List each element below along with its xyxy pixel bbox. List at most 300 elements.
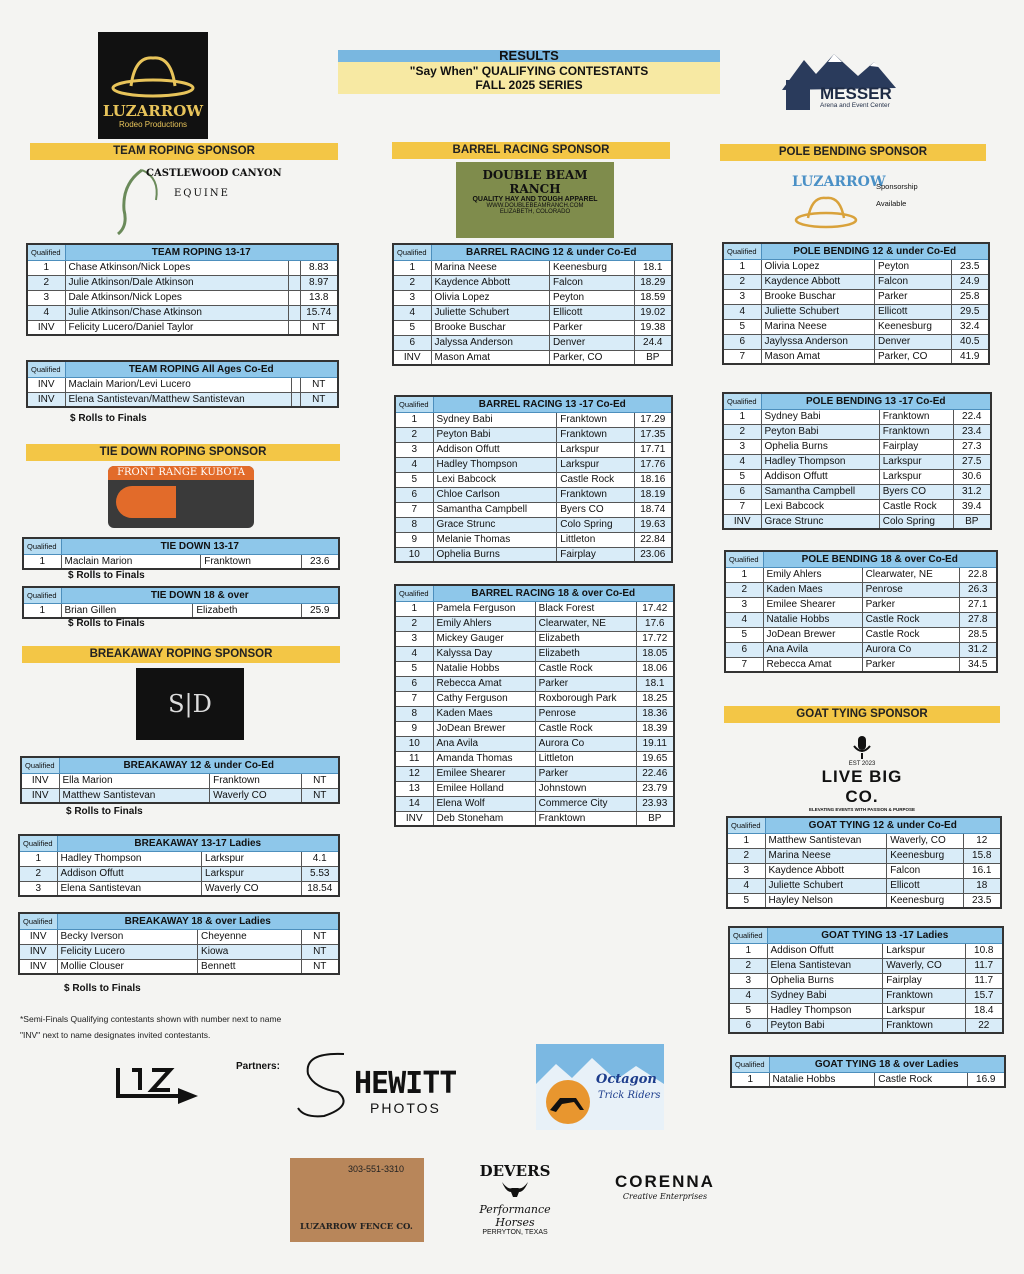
town-cell: Fairplay <box>883 973 965 988</box>
qualified-label: Qualified <box>723 393 761 409</box>
contestant-cell: Lexi Babcock <box>761 499 879 514</box>
table-row <box>723 274 989 289</box>
table-row <box>395 751 674 766</box>
time-cell: 11.7 <box>965 973 1003 988</box>
qualified-label: Qualified <box>731 1056 769 1072</box>
hewitt-logo-text: HEWITT <box>354 1066 457 1101</box>
barrel-racing-sponsor-bar: BARREL RACING SPONSOR <box>392 142 670 159</box>
place-cell: 4 <box>725 612 763 627</box>
place-cell: 2 <box>727 848 765 863</box>
table-header-row <box>27 361 338 377</box>
table-row <box>723 514 991 529</box>
town-cell: Larkspur <box>557 442 634 457</box>
time-cell: 12 <box>963 833 1001 848</box>
time-cell: NT <box>300 377 338 392</box>
place-cell: 7 <box>725 657 763 672</box>
table-title: TEAM ROPING 13-17 <box>65 244 338 260</box>
place-cell: 1 <box>727 833 765 848</box>
live-big-logo <box>804 734 920 812</box>
table-row <box>395 691 674 706</box>
place-cell: 5 <box>729 1003 767 1018</box>
time-cell: 18.25 <box>636 691 674 706</box>
town-cell: Parker <box>549 320 634 335</box>
table-breakaway-18-over <box>18 912 340 975</box>
contestant-cell: Elena Wolf <box>433 796 535 811</box>
table-row <box>27 260 338 275</box>
double-beam-url: WWW.DOUBLEBEAMRANCH.COM <box>486 203 584 209</box>
place-cell: 5 <box>395 661 433 676</box>
place-cell: 3 <box>27 290 65 305</box>
table-row <box>723 439 991 454</box>
contestant-cell: Addison Offutt <box>761 469 879 484</box>
qualified-label: Qualified <box>723 243 761 259</box>
time-cell: 17.6 <box>636 616 674 631</box>
town-cell: Larkspur <box>557 457 634 472</box>
table-breakaway-13-17 <box>18 834 340 897</box>
place-cell: INV <box>19 929 57 944</box>
rolls-to-finals-note: $ Rolls to Finals <box>70 413 147 424</box>
footnote-inv: "INV" next to name designates invited contestants. <box>20 1030 211 1040</box>
contestant-cell: Brooke Buschar <box>761 289 874 304</box>
time-cell: 11.7 <box>965 958 1003 973</box>
table-row <box>723 289 989 304</box>
contestant-cell: Julie Atkinson/Dale Atkinson <box>65 275 289 290</box>
town-cell: Keenesburg <box>549 260 634 275</box>
table-row <box>723 454 991 469</box>
corenna-logo-text: CORENNA <box>615 1172 715 1191</box>
place-cell: 5 <box>725 627 763 642</box>
available-label: Available <box>876 199 907 208</box>
contestant-cell: Matthew Santistevan <box>59 788 210 803</box>
place-cell: 4 <box>395 457 433 472</box>
place-cell: 1 <box>729 943 767 958</box>
place-cell: 1 <box>23 554 61 569</box>
place-cell: INV <box>27 392 65 407</box>
place-cell: 4 <box>723 454 761 469</box>
time-cell: 23.79 <box>636 781 674 796</box>
time-cell: 17.29 <box>634 412 672 427</box>
luzarrow-logo-sub: Rodeo Productions <box>118 120 188 129</box>
town-cell: Elizabeth <box>535 631 636 646</box>
table-title: POLE BENDING 12 & under Co-Ed <box>761 243 989 259</box>
table-row <box>729 1018 1003 1033</box>
front-range-kubota-logo <box>108 466 254 528</box>
contestant-cell: Grace Strunc <box>433 517 557 532</box>
goat-tying-sponsor-bar: GOAT TYING SPONSOR <box>724 706 1000 723</box>
place-cell: 8 <box>395 706 433 721</box>
table-row <box>725 657 997 672</box>
town-cell <box>289 305 300 320</box>
table-barrel-racing-18-over <box>394 584 675 827</box>
contestant-cell: Cathy Ferguson <box>433 691 535 706</box>
time-cell: 19.11 <box>636 736 674 751</box>
town-cell: Franktown <box>879 409 953 424</box>
table-row <box>727 848 1001 863</box>
town-cell <box>291 377 300 392</box>
table-row <box>27 290 338 305</box>
table-header-row <box>723 393 991 409</box>
fence-phone: 303-551-3310 <box>348 1164 405 1174</box>
team-roping-sponsor-bar: TEAM ROPING SPONSOR <box>30 143 338 160</box>
table-row <box>723 409 991 424</box>
contestant-cell: Hadley Thompson <box>767 1003 883 1018</box>
table-row <box>395 472 672 487</box>
double-beam-logo <box>456 162 614 238</box>
town-cell: Larkspur <box>883 1003 965 1018</box>
time-cell: 34.5 <box>959 657 997 672</box>
contestant-cell: Felicity Lucero <box>57 944 198 959</box>
town-cell: Parker <box>874 289 951 304</box>
place-cell: 1 <box>731 1072 769 1087</box>
castlewood-logo <box>112 164 282 238</box>
place-cell: 4 <box>27 305 65 320</box>
contestant-cell: Kaydence Abbott <box>765 863 887 878</box>
place-cell: 5 <box>723 319 761 334</box>
table-title: POLE BENDING 18 & over Co-Ed <box>763 551 997 567</box>
town-cell: Roxborough Park <box>535 691 636 706</box>
place-cell: 2 <box>725 582 763 597</box>
double-beam-location: ELIZABETH, COLORADO <box>499 209 571 215</box>
time-cell: 31.2 <box>959 642 997 657</box>
place-cell: INV <box>21 788 59 803</box>
time-cell: 17.71 <box>634 442 672 457</box>
time-cell: 23.5 <box>963 893 1001 908</box>
table-row <box>395 721 674 736</box>
town-cell: Commerce City <box>535 796 636 811</box>
town-cell: Franktown <box>557 427 634 442</box>
time-cell: 23.4 <box>953 424 991 439</box>
time-cell: 18.19 <box>634 487 672 502</box>
results-series: FALL 2025 SERIES <box>475 78 583 92</box>
place-cell: 4 <box>727 878 765 893</box>
table-header-row <box>723 243 989 259</box>
place-cell: 3 <box>725 597 763 612</box>
time-cell: 13.8 <box>300 290 338 305</box>
table-row <box>723 319 989 334</box>
town-cell <box>289 275 300 290</box>
luzarrow-logo <box>98 32 208 139</box>
place-cell: 5 <box>723 469 761 484</box>
town-cell: Fairplay <box>879 439 953 454</box>
place-cell: 5 <box>393 320 431 335</box>
qualified-label: Qualified <box>395 396 433 412</box>
contestant-cell: Elena Santistevan <box>57 881 202 896</box>
town-cell: Franktown <box>557 412 634 427</box>
contestant-cell: Julie Atkinson/Chase Atkinson <box>65 305 289 320</box>
place-cell: 6 <box>725 642 763 657</box>
time-cell: 24.4 <box>634 335 672 350</box>
octagon-trick-riders-logo <box>536 1044 664 1130</box>
time-cell: 29.5 <box>951 304 989 319</box>
town-cell <box>289 320 300 335</box>
place-cell: INV <box>395 811 433 826</box>
table-row <box>395 601 674 616</box>
table-row <box>729 988 1003 1003</box>
table-row <box>731 1072 1005 1087</box>
castlewood-logo-line1: CASTLEWOOD CANYON <box>146 168 282 179</box>
qualified-label: Qualified <box>19 835 57 851</box>
table-row <box>395 487 672 502</box>
town-cell: Castle Rock <box>557 472 634 487</box>
contestant-cell: Brooke Buschar <box>431 320 549 335</box>
town-cell: Franktown <box>883 1018 965 1033</box>
kubota-logo-text: FRONT RANGE KUBOTA <box>108 466 254 480</box>
contestant-cell: Samantha Campbell <box>433 502 557 517</box>
contestant-cell: Emily Ahlers <box>433 616 535 631</box>
table-header-row <box>725 551 997 567</box>
place-cell: 1 <box>393 260 431 275</box>
live-big-text: LIVE BIG CO. <box>821 767 903 806</box>
place-cell: 4 <box>395 646 433 661</box>
corenna-logo-sub: Creative Enterprises <box>622 1192 708 1201</box>
town-cell: Castle Rock <box>862 612 959 627</box>
qualified-label: Qualified <box>727 817 765 833</box>
time-cell: 23.06 <box>634 547 672 562</box>
table-row <box>725 582 997 597</box>
live-big-tagline: ELEVATING EVENTS WITH PASSION & PURPOSE <box>808 807 915 812</box>
table-row <box>395 646 674 661</box>
table-title: GOAT TYING 18 & over Ladies <box>769 1056 1005 1072</box>
town-cell: Waverly, CO <box>887 833 963 848</box>
town-cell: Penrose <box>862 582 959 597</box>
table-row <box>725 612 997 627</box>
table-row <box>395 811 674 826</box>
time-cell: 18.1 <box>634 260 672 275</box>
contestant-cell: Elena Santistevan <box>767 958 883 973</box>
town-cell: Waverly CO <box>202 881 301 896</box>
contestant-cell: Marina Neese <box>431 260 549 275</box>
place-cell: 12 <box>395 766 433 781</box>
town-cell: Larkspur <box>202 866 301 881</box>
table-row <box>395 736 674 751</box>
double-beam-title: DOUBLE BEAM RANCH <box>482 168 588 196</box>
table-row <box>395 532 672 547</box>
table-row <box>27 320 338 335</box>
rolls-to-finals-note: $ Rolls to Finals <box>68 570 145 581</box>
place-cell: 2 <box>723 424 761 439</box>
time-cell: BP <box>953 514 991 529</box>
town-cell: Waverly, CO <box>883 958 965 973</box>
table-barrel-racing-13-17 <box>394 395 673 563</box>
devers-logo-sub: Performance Horses <box>479 1203 551 1229</box>
place-cell: 8 <box>395 517 433 532</box>
table-header-row <box>393 244 672 260</box>
table-row <box>395 427 672 442</box>
time-cell: 25.8 <box>951 289 989 304</box>
town-cell: Keenesburg <box>874 319 951 334</box>
contestant-cell: Olivia Lopez <box>761 259 874 274</box>
time-cell: 16.1 <box>963 863 1001 878</box>
place-cell: 4 <box>393 305 431 320</box>
octagon-logo-sub: Trick Riders <box>598 1090 661 1101</box>
hat-icon <box>105 42 201 102</box>
contestant-cell: Marina Neese <box>765 848 887 863</box>
town-cell: Fairplay <box>557 547 634 562</box>
messer-logo <box>782 50 896 112</box>
qualified-label: Qualified <box>725 551 763 567</box>
place-cell: 6 <box>393 335 431 350</box>
place-cell: INV <box>27 320 65 335</box>
table-row <box>723 424 991 439</box>
time-cell: 27.8 <box>959 612 997 627</box>
table-row <box>395 766 674 781</box>
town-cell: Franktown <box>879 424 953 439</box>
contestant-cell: Natalie Hobbs <box>433 661 535 676</box>
time-cell: 17.76 <box>634 457 672 472</box>
time-cell: 39.4 <box>953 499 991 514</box>
table-row <box>393 335 672 350</box>
town-cell: Peyton <box>874 259 951 274</box>
results-title: RESULTS <box>499 48 559 63</box>
table-title: BARREL RACING 18 & over Co-Ed <box>433 585 674 601</box>
table-title: BREAKAWAY 13-17 Ladies <box>57 835 339 851</box>
table-row <box>723 349 989 364</box>
contestant-cell: Ana Avila <box>763 642 862 657</box>
time-cell: 32.4 <box>951 319 989 334</box>
place-cell: 2 <box>395 427 433 442</box>
partners-label: Partners: <box>236 1061 280 1072</box>
sd-logo <box>136 668 244 740</box>
place-cell: 3 <box>727 863 765 878</box>
contestant-cell: Deb Stoneham <box>433 811 535 826</box>
town-cell: Parker, CO <box>874 349 951 364</box>
place-cell: 3 <box>395 631 433 646</box>
table-row <box>395 517 672 532</box>
table-goat-tying-18-over <box>730 1055 1006 1088</box>
time-cell: 17.72 <box>636 631 674 646</box>
castlewood-logo-line2: EQUINE <box>174 188 230 199</box>
results-subtitle: "Say When" QUALIFYING CONTESTANTS <box>409 64 649 78</box>
place-cell: 3 <box>723 289 761 304</box>
time-cell: 18.29 <box>634 275 672 290</box>
time-cell: NT <box>301 788 339 803</box>
contestant-cell: Juliette Schubert <box>761 304 874 319</box>
place-cell: 3 <box>395 442 433 457</box>
place-cell: 6 <box>723 334 761 349</box>
pole-bending-sponsor-bar: POLE BENDING SPONSOR <box>720 144 986 161</box>
table-header-row <box>395 396 672 412</box>
table-header-row <box>27 244 338 260</box>
results-header <box>338 48 720 96</box>
town-cell: Franktown <box>535 811 636 826</box>
contestant-cell: Peyton Babi <box>767 1018 883 1033</box>
contestant-cell: Jaylyssa Anderson <box>761 334 874 349</box>
table-header-row <box>731 1056 1005 1072</box>
contestant-cell: Kaden Maes <box>763 582 862 597</box>
town-cell <box>289 290 300 305</box>
place-cell: 5 <box>727 893 765 908</box>
time-cell: 17.35 <box>634 427 672 442</box>
contestant-cell: Ophelia Burns <box>433 547 557 562</box>
qualified-label: Qualified <box>21 757 59 773</box>
place-cell: 2 <box>19 866 57 881</box>
table-title: TIE DOWN 13-17 <box>61 538 339 554</box>
contestant-cell: Peyton Babi <box>433 427 557 442</box>
contestant-cell: Dale Atkinson/Nick Lopes <box>65 290 289 305</box>
time-cell: 19.02 <box>634 305 672 320</box>
town-cell: Waverly CO <box>210 788 301 803</box>
table-title: GOAT TYING 12 & under Co-Ed <box>765 817 1001 833</box>
place-cell: 1 <box>725 567 763 582</box>
contestant-cell: Samantha Campbell <box>761 484 879 499</box>
town-cell: Colo Spring <box>879 514 953 529</box>
place-cell: 3 <box>723 439 761 454</box>
time-cell: 18.59 <box>634 290 672 305</box>
town-cell: Parker <box>862 597 959 612</box>
table-row <box>729 958 1003 973</box>
table-header-row <box>727 817 1001 833</box>
table-title: POLE BENDING 13 -17 Co-Ed <box>761 393 991 409</box>
place-cell: 10 <box>395 547 433 562</box>
table-pole-bending-12-under <box>722 242 990 365</box>
time-cell: 18.1 <box>636 676 674 691</box>
table-row <box>393 350 672 365</box>
table-row <box>729 973 1003 988</box>
time-cell: 15.8 <box>963 848 1001 863</box>
contestant-cell: Kaden Maes <box>433 706 535 721</box>
contestant-cell: Mollie Clouser <box>57 959 198 974</box>
table-row <box>395 547 672 562</box>
table-row <box>725 627 997 642</box>
town-cell: Clearwater, NE <box>862 567 959 582</box>
contestant-cell: Addison Offutt <box>57 866 202 881</box>
place-cell: 4 <box>723 304 761 319</box>
table-pole-bending-13-17 <box>722 392 992 530</box>
table-row <box>19 929 339 944</box>
contestant-cell: Rebecca Amat <box>433 676 535 691</box>
table-title: BARREL RACING 13 -17 Co-Ed <box>433 396 672 412</box>
contestant-cell: Addison Offutt <box>767 943 883 958</box>
place-cell: INV <box>723 514 761 529</box>
contestant-cell: Melanie Thomas <box>433 532 557 547</box>
contestant-cell: Natalie Hobbs <box>763 612 862 627</box>
place-cell: 6 <box>723 484 761 499</box>
table-title: BARREL RACING 12 & under Co-Ed <box>431 244 672 260</box>
table-row <box>395 781 674 796</box>
table-row <box>19 866 339 881</box>
devers-logo <box>462 1162 568 1236</box>
luz-arrow-logo <box>112 1062 202 1106</box>
place-cell: 9 <box>395 721 433 736</box>
table-header-row <box>23 538 339 554</box>
table-row <box>393 260 672 275</box>
contestant-cell: Ana Avila <box>433 736 535 751</box>
time-cell: NT <box>301 959 339 974</box>
hewitt-logo-sub: PHOTOS <box>370 1100 441 1116</box>
town-cell: Keenesburg <box>887 893 963 908</box>
table-breakaway-12-under <box>20 756 340 804</box>
contestant-cell: Juliette Schubert <box>765 878 887 893</box>
contestant-cell: Sydney Babi <box>767 988 883 1003</box>
town-cell: Cheyenne <box>198 929 301 944</box>
contestant-cell: JoDean Brewer <box>433 721 535 736</box>
table-header-row <box>395 585 674 601</box>
bull-head-icon <box>500 1180 530 1198</box>
time-cell: 28.5 <box>959 627 997 642</box>
table-row <box>27 305 338 320</box>
town-cell: Denver <box>874 334 951 349</box>
table-row <box>19 959 339 974</box>
table-row <box>23 554 339 569</box>
corenna-logo <box>602 1172 728 1212</box>
messer-logo-sub: Arena and Event Center <box>820 102 890 109</box>
table-row <box>395 442 672 457</box>
luzarrow-logo-text: LUZARROW <box>102 102 204 120</box>
place-cell: 5 <box>395 472 433 487</box>
hewitt-photos-logo <box>294 1048 464 1122</box>
town-cell: Parker <box>535 766 636 781</box>
time-cell: 22.84 <box>634 532 672 547</box>
